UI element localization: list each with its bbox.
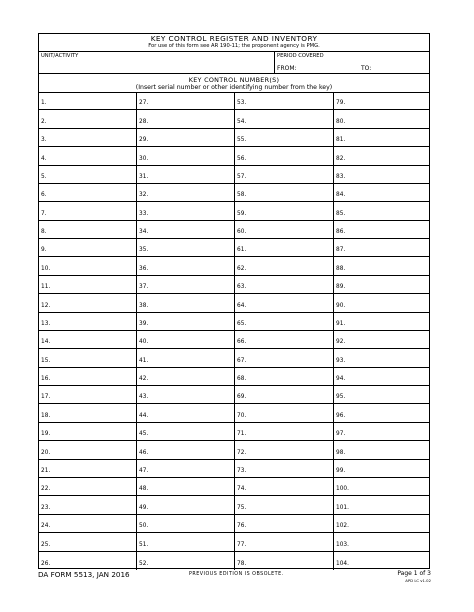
key-number-field[interactable] [235,202,333,220]
key-number-label: 1. [41,100,47,107]
key-number-label: 26. [41,560,51,567]
key-number-field[interactable] [137,202,234,220]
key-number-label: 42. [139,376,149,383]
key-number-label: 77. [237,541,247,548]
key-number-field[interactable] [235,313,333,331]
key-number-field[interactable] [39,276,136,294]
key-number-label: 2. [41,118,47,125]
key-number-field[interactable] [235,294,333,312]
key-number-field[interactable] [334,129,430,147]
key-number-label: 96. [336,412,346,419]
key-number-field[interactable] [137,441,234,459]
key-number-label: 59. [237,210,247,217]
key-number-label: 90. [336,302,346,309]
key-number-label: 82. [336,155,346,162]
key-number-field[interactable] [235,349,333,367]
key-number-field[interactable] [235,368,333,386]
key-number-field[interactable] [39,478,136,496]
key-number-label: 76. [237,523,247,530]
key-number-field[interactable] [334,221,430,239]
key-number-field[interactable] [39,386,136,404]
key-number-field[interactable] [334,386,430,404]
key-number-label: 60. [237,229,247,236]
key-number-label: 63. [237,284,247,291]
key-number-field[interactable] [137,166,234,184]
form-subtitle: For use of this form see AR 190-11; the proponent agency is PMG. [148,43,320,49]
key-number-field[interactable] [334,147,430,165]
key-number-field[interactable] [235,386,333,404]
key-number-field[interactable] [137,184,234,202]
key-number-label: 87. [336,247,346,254]
key-number-label: 39. [139,320,149,327]
period-covered-label: PERIOD COVERED [277,53,324,59]
key-number-label: 27. [139,100,149,107]
section-instruction: (Insert serial number or other identifying number from the key) [135,84,333,91]
key-number-label: 44. [139,412,149,419]
key-number-label: 100. [336,486,349,493]
key-number-field[interactable] [235,496,333,514]
key-number-label: 104. [336,560,349,567]
form-title-block [39,34,429,52]
key-number-label: 101. [336,504,349,511]
key-number-field[interactable] [334,478,430,496]
key-number-label: 45. [139,431,149,438]
key-number-field[interactable] [334,368,430,386]
key-number-field[interactable] [334,239,430,257]
key-number-field[interactable] [39,552,136,570]
key-number-field[interactable] [39,294,136,312]
key-number-field[interactable] [137,552,234,570]
key-number-field[interactable] [39,368,136,386]
key-number-label: 37. [139,284,149,291]
key-number-label: 79. [336,100,346,107]
key-number-label: 20. [41,449,51,456]
key-number-field[interactable] [39,110,136,128]
key-number-field[interactable] [334,110,430,128]
key-number-label: 51. [139,541,149,548]
info-row [39,51,429,74]
key-number-label: 16. [41,376,51,383]
key-number-label: 12. [41,302,51,309]
key-number-label: 58. [237,192,247,199]
key-control-section-header [39,73,429,93]
key-number-field[interactable] [334,184,430,202]
key-number-field[interactable] [137,313,234,331]
key-number-label: 85. [336,210,346,217]
key-number-field[interactable] [235,92,333,110]
key-number-field[interactable] [235,110,333,128]
key-number-label: 66. [237,339,247,346]
key-number-field[interactable] [235,239,333,257]
key-number-label: 11. [41,284,51,291]
key-number-label: 55. [237,137,247,144]
section-title: KEY CONTROL NUMBER(S) [188,76,280,84]
key-number-field[interactable] [334,441,430,459]
key-number-label: 73. [237,467,247,474]
key-number-field[interactable] [334,294,430,312]
key-number-field[interactable] [334,257,430,275]
key-number-label: 34. [139,229,149,236]
key-number-field[interactable] [235,257,333,275]
key-number-label: 49. [139,504,149,511]
key-number-label: 62. [237,265,247,272]
key-number-field[interactable] [334,313,430,331]
key-number-label: 92. [336,339,346,346]
key-number-field[interactable] [39,239,136,257]
key-number-field[interactable] [137,129,234,147]
key-number-field[interactable] [137,294,234,312]
key-number-field[interactable] [39,404,136,422]
key-number-field[interactable] [39,349,136,367]
key-number-label: 41. [139,357,149,364]
form-title: KEY CONTROL REGISTER AND INVENTORY [150,34,318,43]
form-id: DA FORM 5513, JAN 2016 [38,570,130,579]
key-number-field[interactable] [39,202,136,220]
key-number-grid [39,92,429,570]
key-number-label: 15. [41,357,51,364]
key-number-field[interactable] [235,184,333,202]
key-number-field[interactable] [39,257,136,275]
key-number-field[interactable] [39,423,136,441]
key-number-field[interactable] [137,221,234,239]
key-number-label: 98. [336,449,346,456]
key-number-field[interactable] [334,460,430,478]
key-number-field[interactable] [39,147,136,165]
key-number-field[interactable] [39,460,136,478]
key-number-field[interactable] [235,129,333,147]
key-number-field[interactable] [39,221,136,239]
key-number-label: 88. [336,265,346,272]
key-number-field[interactable] [39,166,136,184]
key-number-label: 7. [41,210,47,217]
key-number-field[interactable] [235,276,333,294]
edition-note: PREVIOUS EDITION IS OBSOLETE. [189,572,284,577]
key-number-label: 23. [41,504,51,511]
key-number-field[interactable] [334,533,430,551]
key-number-field[interactable] [137,386,234,404]
key-number-label: 46. [139,449,149,456]
key-number-label: 69. [237,394,247,401]
key-number-field[interactable] [334,552,430,570]
key-number-field[interactable] [334,515,430,533]
key-number-label: 18. [41,412,51,419]
key-number-label: 99. [336,467,346,474]
key-number-label: 32. [139,192,149,199]
key-number-label: 95. [336,394,346,401]
key-number-field[interactable] [39,441,136,459]
key-number-label: 28. [139,118,149,125]
key-number-label: 102. [336,523,349,530]
key-number-field[interactable] [235,552,333,570]
key-number-field[interactable] [137,460,234,478]
key-number-field[interactable] [235,221,333,239]
key-number-label: 84. [336,192,346,199]
key-number-field[interactable] [334,276,430,294]
key-number-label: 74. [237,486,247,493]
key-number-label: 75. [237,504,247,511]
key-number-label: 8. [41,229,47,236]
key-number-label: 35. [139,247,149,254]
key-number-label: 103. [336,541,349,548]
key-number-label: 48. [139,486,149,493]
key-number-label: 94. [336,376,346,383]
key-number-field[interactable] [39,533,136,551]
key-number-field[interactable] [39,331,136,349]
unit-activity-field[interactable] [39,51,275,73]
key-number-label: 43. [139,394,149,401]
key-number-label: 89. [336,284,346,291]
key-number-field[interactable] [334,349,430,367]
key-number-field[interactable] [39,515,136,533]
key-number-label: 70. [237,412,247,419]
key-number-label: 3. [41,137,47,144]
key-number-label: 4. [41,155,47,162]
key-number-label: 13. [41,320,51,327]
key-number-field[interactable] [334,92,430,110]
key-number-label: 19. [41,431,51,438]
key-number-field[interactable] [137,147,234,165]
key-number-field[interactable] [137,478,234,496]
key-number-label: 71. [237,431,247,438]
key-number-label: 21. [41,467,51,474]
key-number-label: 31. [139,173,149,180]
key-number-label: 83. [336,173,346,180]
key-number-label: 36. [139,265,149,272]
page-indicator: Page 1 of 3 [397,570,431,577]
key-number-field[interactable] [334,331,430,349]
key-number-field[interactable] [235,423,333,441]
key-number-label: 91. [336,320,346,327]
key-number-label: 40. [139,339,149,346]
key-number-field[interactable] [137,533,234,551]
key-number-label: 10. [41,265,51,272]
key-number-label: 47. [139,467,149,474]
key-number-field[interactable] [39,496,136,514]
key-number-label: 5. [41,173,47,180]
key-number-label: 33. [139,210,149,217]
key-number-field[interactable] [334,404,430,422]
key-number-field[interactable] [39,92,136,110]
key-number-field[interactable] [137,239,234,257]
key-number-field[interactable] [235,404,333,422]
key-number-field[interactable] [137,368,234,386]
key-number-field[interactable] [137,110,234,128]
key-number-field[interactable] [235,515,333,533]
key-number-field[interactable] [334,202,430,220]
key-number-label: 6. [41,192,47,199]
key-number-label: 9. [41,247,47,254]
key-number-label: 53. [237,100,247,107]
key-number-field[interactable] [137,496,234,514]
key-number-field[interactable] [235,478,333,496]
key-number-label: 86. [336,229,346,236]
key-number-label: 65. [237,320,247,327]
key-number-label: 61. [237,247,247,254]
key-number-label: 25. [41,541,51,548]
key-number-label: 30. [139,155,149,162]
key-number-label: 64. [237,302,247,309]
key-number-label: 54. [237,118,247,125]
key-number-label: 57. [237,173,247,180]
key-number-label: 72. [237,449,247,456]
key-number-field[interactable] [137,423,234,441]
key-number-field[interactable] [39,129,136,147]
key-number-label: 56. [237,155,247,162]
version-label: APD LC v1.02 [405,578,431,583]
key-number-label: 38. [139,302,149,309]
key-number-field[interactable] [137,257,234,275]
key-number-label: 68. [237,376,247,383]
key-number-field[interactable] [235,166,333,184]
key-number-field[interactable] [137,92,234,110]
key-number-label: 93. [336,357,346,364]
key-number-field[interactable] [137,515,234,533]
key-number-field[interactable] [137,331,234,349]
key-number-field[interactable] [235,331,333,349]
key-number-label: 17. [41,394,51,401]
key-number-field[interactable] [137,276,234,294]
key-number-field[interactable] [235,533,333,551]
key-number-label: 67. [237,357,247,364]
key-number-field[interactable] [334,166,430,184]
key-number-label: 52. [139,560,149,567]
key-number-label: 78. [237,560,247,567]
key-number-field[interactable] [334,496,430,514]
key-number-field[interactable] [334,423,430,441]
unit-activity-label: UNIT/ACTIVITY [41,53,79,59]
key-number-field[interactable] [235,441,333,459]
key-number-label: 29. [139,137,149,144]
key-number-label: 22. [41,486,51,493]
to-field[interactable]: TO: [361,65,372,72]
key-number-field[interactable] [39,184,136,202]
key-number-field[interactable] [235,460,333,478]
key-number-label: 80. [336,118,346,125]
key-number-field[interactable] [137,349,234,367]
key-number-label: 50. [139,523,149,530]
key-number-field[interactable] [39,313,136,331]
key-control-form [38,33,430,569]
key-number-label: 81. [336,137,346,144]
key-number-label: 97. [336,431,346,438]
from-field[interactable]: FROM: [277,65,297,72]
key-number-field[interactable] [137,404,234,422]
key-number-field[interactable] [235,147,333,165]
key-number-label: 24. [41,523,51,530]
key-number-label: 14. [41,339,51,346]
